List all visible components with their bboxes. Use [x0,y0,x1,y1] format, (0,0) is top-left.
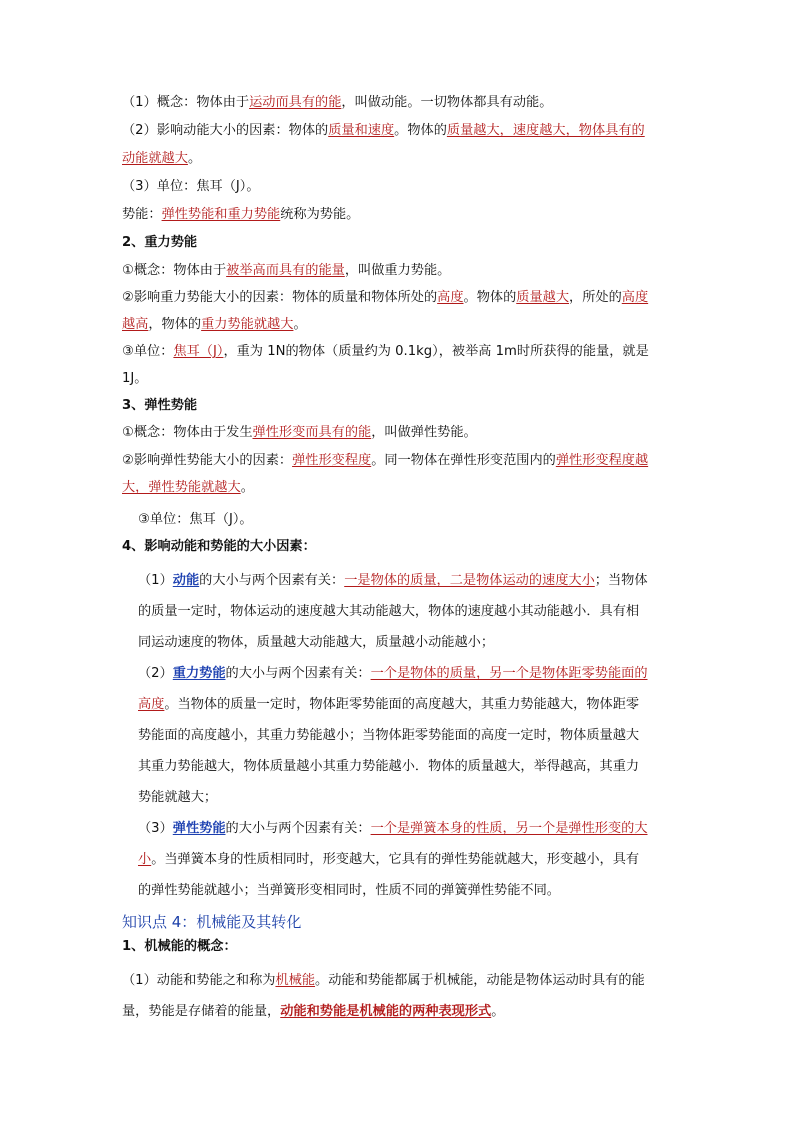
key-phrase: 大，弹性势能就越大 [122,480,241,495]
text: 。 [240,480,254,495]
factors-elastic-line-3: 的弹性势能就越小；当弹簧形变相同时，性质不同的弹簧弹性势能不同。 [138,883,560,898]
section-heading-factors: 4、影响动能和势能的大小因素： [122,539,316,554]
text: ③单位： [122,344,174,359]
key-phrase: 弹性形变而具有的能 [252,425,372,440]
potential-energy-line [122,206,359,224]
text: 的大小与两个因素有关： [225,821,371,836]
key-phrase: 弹性形变程度 [292,453,372,468]
key-phrase: 运动而具有的能 [249,95,342,110]
key-phrase: 动能和势能是机械能的两种表现形式 [280,1004,492,1019]
key-phrase: 弹性势能和重力势能 [161,207,281,222]
key-phrase: 机械能 [275,973,316,988]
key-phrase: 动能就越大 [122,151,188,166]
key-phrase: 高度 [437,290,464,305]
text: ①概念：物体由于发生 [122,425,253,440]
text: 。物体的 [463,290,517,305]
text: 统称为势能。 [280,207,360,222]
keyword: 重力势能 [172,666,226,681]
factors-kinetic-line-3: 同运动速度的物体，质量越大动能越大，质量越小动能越小； [138,635,495,650]
section-heading-elastic: 3、弹性势能 [122,398,198,413]
text: 。物体的 [394,123,447,138]
elastic-unit-line [138,511,253,529]
factors-gravitational-line-2 [138,696,639,714]
key-phrase: 被举高而具有的能量 [226,263,345,278]
text: ③单位：焦耳（J）。 [138,512,253,527]
text: （3） [138,821,173,836]
mechanical-line-1 [122,972,645,990]
text: 的大小与两个因素有关： [199,573,345,588]
text: 。当物体的质量一定时，物体距零势能面的高度越大，其重力势能越大，物体距零 [164,697,640,712]
kinetic-concept-line [122,94,552,112]
text: （1）动能和势能之和称为 [122,973,276,988]
gravitational-concept-line [122,262,450,280]
section-heading-mechanical: 1、机械能的概念： [122,939,237,954]
elastic-factors-line-2 [122,479,254,497]
elastic-concept-line [122,424,477,442]
knowledge-point-heading: 知识点 4：机械能及其转化 [122,913,302,931]
factors-kinetic-line-1 [138,572,648,590]
factors-gravitational-line-3: 势能面的高度越小，其重力势能越小；当物体距零势能面的高度一定时，物体质量越大 [138,728,640,743]
section-heading-gravitational: 2、重力势能 [122,235,198,250]
text: ，所处的 [569,290,622,305]
text: （3）单位：焦耳（J）。 [122,179,260,194]
key-phrase: 高度 [138,697,165,712]
text: ②影响弹性势能大小的因素： [122,453,293,468]
elastic-factors-line [122,452,648,470]
text: 。同一物体在弹性形变范围内的 [371,453,556,468]
mechanical-line-2 [122,1003,504,1021]
text: 量，势能是存储着的能量， [122,1004,281,1019]
kinetic-factors-line [122,122,645,140]
key-phrase: 小 [138,852,152,867]
gravitational-factors-line [122,289,648,307]
gravitational-factors-line-2 [122,316,307,334]
text: （2）影响动能大小的因素：物体的 [122,123,329,138]
key-phrase: 质量和速度 [328,123,395,138]
text: ，叫做动能。一切物体都具有动能。 [341,95,553,110]
text: 。当弹簧本身的性质相同时，形变越大，它具有的弹性势能就越大，形变越小，具有 [151,852,640,867]
keyword: 弹性势能 [172,821,226,836]
key-phrase: 质量越大，速度越大，物体具有的 [446,123,645,138]
key-phrase: 一个是物体的质量，另一个是物体距零势能面的 [370,666,648,681]
text: ，叫做重力势能。 [344,263,451,278]
text: 。动能和势能都属于机械能，动能是物体运动时具有的能 [315,973,645,988]
text: 。 [293,317,307,332]
text: 的大小与两个因素有关： [225,666,371,681]
text: ，叫做弹性势能。 [371,425,477,440]
key-phrase: 弹性形变程度越 [555,453,649,468]
text: ；当物体 [594,573,648,588]
factors-gravitational-line-1 [138,665,648,683]
factors-gravitational-line-5: 势能就越大； [138,790,218,805]
text: 势能： [122,207,162,222]
key-phrase: 重力势能就越大 [201,317,294,332]
gravitational-unit-line [122,343,649,361]
factors-kinetic-line-2: 的质量一定时，物体运动的速度越大其动能越大，物体的速度越小其动能越小．具有相 [138,604,640,619]
text: 1J。 [122,371,148,386]
key-phrase: 焦耳（J） [173,344,224,359]
factors-elastic-line-2 [138,851,639,869]
key-phrase: 一个是弹簧本身的性质，另一个是弹性形变的大 [370,821,648,836]
key-phrase: 质量越大 [516,290,570,305]
factors-gravitational-line-4: 其重力势能越大，物体质量越小其重力势能越小．物体的质量越大，举得越高，其重力 [138,759,640,774]
text: 。 [491,1004,505,1019]
text: 。 [187,151,202,166]
text: （1）概念：物体由于 [122,95,250,110]
text: （1） [138,573,173,588]
text: （2） [138,666,173,681]
key-phrase: 高度 [621,290,649,305]
text: ，物体的 [148,317,202,332]
keyword: 动能 [172,573,200,588]
text: ，重为 1N的物体（质量约为 0.1kg），被举高 1m时所获得的能量，就是 [223,344,649,359]
key-phrase: 越高 [122,317,149,332]
kinetic-unit-line [122,178,260,196]
kinetic-factors-line-2 [122,150,201,168]
factors-elastic-line-1 [138,820,648,838]
text: ②影响重力势能大小的因素：物体的质量和物体所处的 [122,290,438,305]
gravitational-unit-line-2 [122,370,147,388]
text: ①概念：物体由于 [122,263,227,278]
key-phrase: 一是物体的质量，二是物体运动的速度大小 [344,573,595,588]
